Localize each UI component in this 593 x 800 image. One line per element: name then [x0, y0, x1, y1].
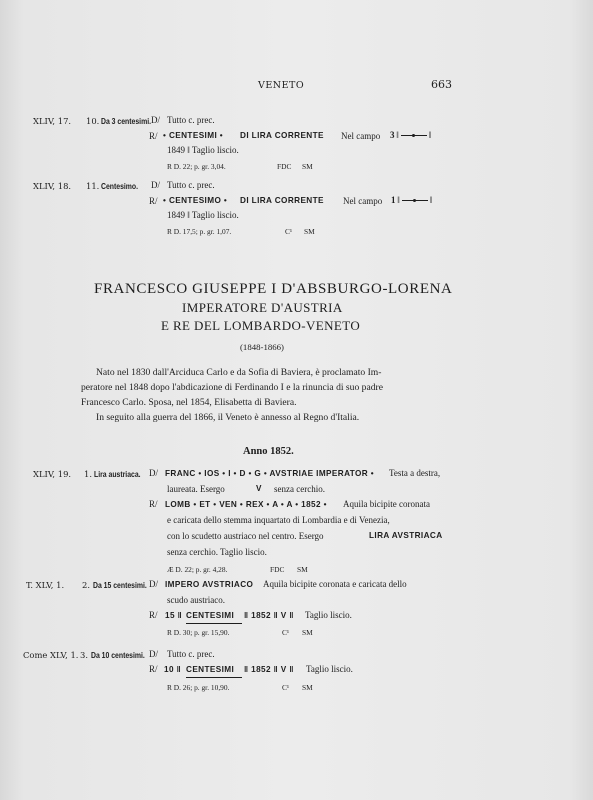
ruler-subtitle-2: E RE DEL LOMBARDO-VENETO [161, 318, 361, 333]
ruler-subtitle-1: IMPERATORE D'AUSTRIA [182, 300, 343, 315]
reverse-field-value: 3 ‖ ‖ [390, 130, 432, 140]
collection: SM [302, 162, 313, 171]
grade: C¹ [282, 683, 290, 692]
obverse-legend: IMPERO AVSTRIACO [165, 580, 254, 589]
reverse-field-label: Nel campo [343, 196, 383, 206]
collection: SM [297, 565, 308, 574]
plate-reference: XLIV, 19. [33, 469, 72, 479]
reverse-date-line: 1849 ‖ Taglio liscio. [167, 145, 239, 155]
metrology: Æ D. 22; p. gr. 4,28. [167, 565, 228, 574]
edge-description: Taglio liscio. [306, 664, 353, 674]
reign-dates: (1848-1866) [240, 342, 284, 352]
running-title: VENETO [258, 80, 305, 91]
entry-number: 1. [84, 469, 92, 479]
reverse-legend-part1: • CENTESIMO • [163, 196, 228, 205]
plate-reference: XLIV, 17. [33, 116, 72, 126]
obverse-description-2: scudo austriaco. [167, 595, 225, 605]
reverse-legend-part2: DI LIRA CORRENTE [240, 196, 324, 205]
reverse-value: 15 ‖ [165, 611, 183, 620]
reverse-date-line: ‖ 1852 ‖ V ‖ [244, 611, 294, 620]
grade: FDC [270, 565, 285, 574]
metrology: R D. 30; p. gr. 15,90. [167, 628, 230, 637]
obverse-legend: FRANC • IOS • I • D • G • AVSTRIAE IMPERATOR • [165, 469, 375, 478]
metrology: R D. 26; p. gr. 10,90. [167, 683, 230, 692]
reverse-description-2: e caricata dello stemma inquartato di Lombardia e di Venezia, [167, 515, 390, 525]
dot-separator-icon [401, 135, 427, 136]
reverse-mark: R/ [149, 499, 158, 509]
collection: SM [302, 628, 313, 637]
obverse-description-3: senza cerchio. [274, 484, 325, 494]
denomination-underline [186, 677, 242, 678]
plate-reference: Come XLV, 1. [23, 650, 79, 660]
entry-number: 2. [82, 580, 90, 590]
reverse-legend-part1: • CENTESIMI • [163, 131, 224, 140]
obverse-mark: D/ [151, 115, 160, 125]
obverse-description-2: laureata. Esergo [167, 484, 225, 494]
obverse-description: Tutto c. prec. [167, 649, 215, 659]
ruler-title: FRANCESCO GIUSEPPE I D'ABSBURGO-LORENA [94, 281, 453, 297]
reverse-denomination-word: CENTESIMI [186, 611, 235, 620]
reverse-mark: R/ [149, 664, 158, 674]
reverse-date-line: ‖ 1852 ‖ V ‖ [244, 665, 294, 674]
entry-number: 3. [80, 650, 88, 660]
bio-line-1: Nato nel 1830 dall'Arciduca Carlo e da Sofia di Baviera, è proclamato Im- [96, 367, 382, 378]
year-heading: Anno 1852. [243, 446, 294, 457]
obverse-description: Tutto c. prec. [167, 180, 215, 190]
reverse-description-4: senza cerchio. Taglio liscio. [167, 547, 267, 557]
reverse-legend: LOMB • ET • VEN • REX • A • A • 1852 • [165, 500, 327, 509]
reverse-mark: R/ [149, 196, 158, 206]
obverse-description: Aquila bicipite coronata e caricata dello [263, 579, 407, 589]
obverse-description: Testa a destra, [389, 468, 441, 478]
reverse-field-value: 1 ‖ ‖ [391, 195, 433, 205]
collection: SM [302, 683, 313, 692]
reverse-mark: R/ [149, 131, 158, 141]
collection: SM [304, 227, 315, 236]
obverse-mark: D/ [151, 180, 160, 190]
metrology: R D. 17,5; p. gr. 1,07. [167, 227, 232, 236]
bio-line-2: peratore nel 1848 dopo l'abdicazione di Ferdinando I e la rinuncia di suo padre [81, 382, 383, 393]
bio-line-3: Francesco Carlo. Sposa, nel 1854, Elisabetta di Baviera. [81, 397, 297, 408]
reverse-denomination-word: CENTESIMI [186, 665, 235, 674]
grade: FDC [277, 162, 292, 171]
plate-reference: XLIV, 18. [33, 181, 72, 191]
reverse-date-line: 1849 ‖ Taglio liscio. [167, 210, 239, 220]
reverse-value: 10 ‖ [164, 665, 182, 674]
exergue-mark: V [256, 484, 262, 493]
page-number: 663 [431, 78, 452, 91]
metrology: R D. 22; p. gr. 3,04. [167, 162, 226, 171]
exergue-legend: LIRA AVSTRIACA [369, 531, 443, 540]
coin-denomination: Da 15 centesimi. [93, 580, 147, 590]
reverse-mark: R/ [149, 610, 158, 620]
reverse-description: Aquila bicipite coronata [343, 499, 430, 509]
obverse-mark: D/ [149, 468, 158, 478]
coin-denomination: Lira austriaca. [94, 469, 141, 479]
obverse-description: Tutto c. prec. [167, 115, 215, 125]
reverse-field-label: Nel campo [341, 131, 381, 141]
entry-number: 10. [86, 116, 100, 126]
grade: C¹ [282, 628, 290, 637]
dot-separator-icon [402, 200, 428, 201]
plate-reference: T. XLV, 1. [26, 580, 65, 590]
entry-number: 11. [86, 181, 100, 191]
bio-line-4: In seguito alla guerra del 1866, il Veneto è annesso al Regno d'Italia. [96, 412, 360, 423]
reverse-description-3: con lo scudetto austriaco nel centro. Esergo [167, 531, 324, 541]
edge-description: Taglio liscio. [305, 610, 352, 620]
obverse-mark: D/ [149, 579, 158, 589]
coin-denomination: Centesimo. [101, 181, 139, 191]
reverse-legend-part2: DI LIRA CORRENTE [240, 131, 324, 140]
grade: C¹ [285, 227, 293, 236]
denomination-underline [186, 623, 242, 624]
coin-denomination: Da 10 centesimi. [91, 650, 145, 660]
coin-denomination: Da 3 centesimi. [101, 116, 152, 126]
obverse-mark: D/ [149, 649, 158, 659]
